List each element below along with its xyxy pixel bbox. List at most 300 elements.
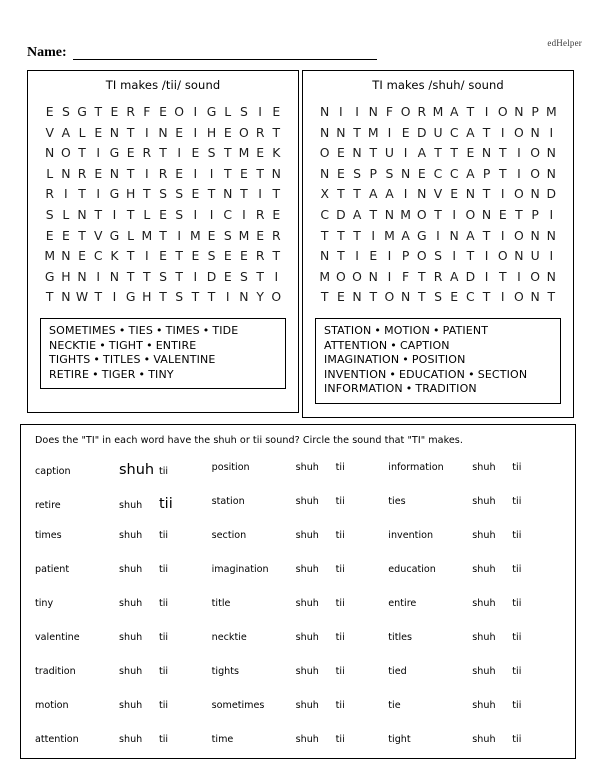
option-tii[interactable]: tii (335, 666, 345, 677)
grid-letter[interactable]: E (336, 165, 345, 181)
grid-letter[interactable]: T (498, 268, 507, 284)
option-tii[interactable]: tii (335, 496, 345, 507)
grid-letter[interactable]: N (530, 186, 540, 202)
grid-letter[interactable]: S (175, 186, 184, 202)
grid-letter[interactable]: F (385, 104, 393, 119)
grid-letter[interactable]: I (452, 248, 457, 264)
option-tii[interactable]: tii (335, 598, 345, 609)
option-tii[interactable]: tii (159, 530, 169, 541)
grid-letter[interactable]: O (497, 248, 508, 264)
option-tii[interactable]: tii (159, 632, 169, 643)
grid-letter[interactable]: R (255, 124, 265, 140)
grid-letter[interactable]: T (126, 206, 135, 222)
grid-letter[interactable]: E (94, 165, 103, 181)
grid-letter[interactable]: C (93, 248, 103, 264)
grid-letter[interactable]: T (482, 124, 491, 140)
grid-letter[interactable]: T (223, 145, 232, 161)
word-list-item[interactable]: IMAGINATION (324, 353, 400, 367)
grid-letter[interactable]: I (193, 206, 198, 222)
grid-letter[interactable]: O (400, 104, 411, 119)
grid-letter[interactable]: N (109, 165, 120, 181)
grid-letter[interactable]: L (224, 104, 232, 119)
grid-letter[interactable]: O (174, 104, 185, 119)
grid-letter[interactable]: G (109, 145, 120, 161)
grid-letter[interactable]: P (482, 165, 491, 181)
option-shuh[interactable]: shuh (295, 598, 319, 609)
grid-letter[interactable]: S (434, 248, 442, 264)
grid-letter[interactable]: A (466, 165, 475, 181)
grid-letter[interactable]: G (125, 289, 136, 305)
grid-letter[interactable]: T (207, 289, 216, 305)
grid-letter[interactable]: M (432, 104, 444, 119)
grid-letter[interactable]: C (449, 165, 459, 181)
grid-letter[interactable]: I (112, 206, 117, 222)
word-list-item[interactable]: TIMES (165, 324, 200, 337)
word-list-item[interactable]: PATIENT (442, 324, 489, 337)
grid-letter[interactable]: X (320, 186, 329, 202)
grid-letter[interactable]: N (320, 165, 330, 181)
grid-letter[interactable]: R (255, 206, 265, 222)
grid-letter[interactable]: N (514, 104, 524, 119)
word-list-item[interactable]: INVENTION (324, 367, 387, 381)
grid-letter[interactable]: O (60, 145, 71, 161)
grid-letter[interactable]: N (158, 124, 168, 140)
grid-letter[interactable]: N (530, 124, 540, 140)
grid-letter[interactable]: A (385, 186, 394, 202)
grid-letter[interactable]: O (384, 289, 395, 305)
grid-letter[interactable]: A (401, 227, 410, 243)
word-list-item[interactable]: INFORMATION (324, 382, 403, 396)
grid-letter[interactable]: E (126, 145, 135, 161)
grid-letter[interactable]: H (142, 289, 152, 305)
word-list-item[interactable]: POSITION (411, 353, 466, 367)
grid-letter[interactable]: T (320, 289, 329, 305)
grid-letter[interactable]: I (209, 165, 214, 181)
grid-letter[interactable]: I (517, 268, 521, 284)
option-tii[interactable]: tii (159, 564, 169, 575)
grid-letter[interactable]: A (369, 186, 378, 202)
option-shuh[interactable]: shuh (119, 564, 143, 575)
option-shuh[interactable]: shuh (472, 530, 496, 541)
grid-letter[interactable]: I (339, 104, 343, 119)
grid-letter[interactable]: R (433, 268, 443, 284)
grid-letter[interactable]: G (417, 227, 427, 243)
grid-letter[interactable]: R (158, 165, 168, 181)
grid-letter[interactable]: O (335, 268, 346, 284)
grid-letter[interactable]: I (549, 124, 554, 140)
grid-letter[interactable]: G (206, 104, 217, 119)
option-shuh[interactable]: shuh (472, 700, 496, 711)
grid-letter[interactable]: I (112, 289, 117, 305)
grid-letter[interactable]: E (450, 289, 459, 305)
grid-letter[interactable]: I (517, 165, 521, 181)
grid-letter[interactable]: N (320, 104, 330, 119)
grid-letter[interactable]: T (418, 268, 426, 284)
grid-letter[interactable]: M (545, 104, 557, 119)
grid-letter[interactable]: R (126, 104, 135, 119)
grid-letter[interactable]: I (193, 165, 198, 181)
grid-letter[interactable]: O (416, 206, 427, 222)
grid-letter[interactable]: I (484, 248, 489, 264)
grid-letter[interactable]: V (433, 186, 443, 202)
word-list-item[interactable]: RETIRE (49, 367, 90, 381)
grid-letter[interactable]: N (368, 104, 378, 119)
grid-letter[interactable]: I (371, 227, 376, 243)
grid-letter[interactable]: G (109, 186, 120, 202)
option-tii[interactable]: tii (512, 462, 522, 473)
grid-letter[interactable]: T (482, 227, 491, 243)
grid-letter[interactable]: N (449, 227, 459, 243)
word-list-item[interactable]: TIGHT (108, 338, 144, 352)
grid-letter[interactable]: F (402, 268, 410, 284)
grid-letter[interactable]: A (466, 227, 475, 243)
grid-letter[interactable]: N (109, 268, 120, 284)
grid-letter[interactable]: E (272, 104, 281, 119)
grid-letter[interactable]: E (256, 145, 265, 161)
grid-letter[interactable]: E (498, 206, 507, 222)
grid-letter[interactable]: N (271, 165, 281, 181)
grid-letter[interactable]: E (369, 248, 378, 264)
grid-letter[interactable]: I (436, 227, 440, 243)
grid-letter[interactable]: A (61, 124, 71, 140)
grid-letter[interactable]: N (320, 124, 330, 140)
grid-letter[interactable]: T (78, 186, 86, 202)
option-tii[interactable]: tii (335, 632, 345, 643)
option-tii[interactable]: tii (512, 598, 522, 609)
grid-letter[interactable]: T (353, 124, 361, 140)
grid-letter[interactable]: I (387, 248, 392, 264)
grid-letter[interactable]: T (240, 186, 248, 202)
grid-letter[interactable]: O (530, 165, 540, 181)
grid-letter[interactable]: P (369, 165, 377, 181)
grid-letter[interactable]: O (497, 104, 508, 119)
grid-letter[interactable]: M (190, 227, 201, 243)
grid-letter[interactable]: N (384, 206, 395, 222)
grid-letter[interactable]: E (191, 186, 200, 202)
grid-letter[interactable]: S (385, 165, 394, 181)
grid-letter[interactable]: O (352, 268, 362, 284)
word-list-item[interactable]: NECKTIE (49, 338, 97, 352)
grid-letter[interactable]: E (191, 145, 200, 161)
grid-letter[interactable]: E (110, 104, 119, 119)
grid-letter[interactable]: N (223, 186, 233, 202)
grid-letter[interactable]: O (514, 227, 524, 243)
grid-letter[interactable]: M (141, 227, 153, 243)
grid-letter[interactable]: G (109, 227, 120, 243)
grid-letter[interactable]: N (530, 227, 540, 243)
grid-letter[interactable]: N (400, 165, 411, 181)
grid-letter[interactable]: S (223, 227, 232, 243)
option-shuh[interactable]: shuh (119, 666, 143, 677)
grid-letter[interactable]: A (352, 206, 362, 222)
grid-letter[interactable]: M (400, 206, 411, 222)
grid-letter[interactable]: E (417, 165, 426, 181)
grid-letter[interactable]: E (94, 124, 103, 140)
grid-letter[interactable]: D (417, 124, 427, 140)
option-shuh[interactable]: shuh (295, 530, 319, 541)
grid-letter[interactable]: T (45, 289, 54, 305)
option-shuh[interactable]: shuh (295, 496, 319, 507)
grid-letter[interactable]: T (78, 227, 86, 243)
grid-letter[interactable]: R (272, 227, 281, 243)
grid-letter[interactable]: T (369, 289, 378, 305)
grid-letter[interactable]: E (61, 227, 70, 243)
option-shuh[interactable]: shuh (119, 734, 143, 745)
grid-letter[interactable]: O (530, 268, 540, 284)
grid-letter[interactable]: E (240, 165, 248, 181)
grid-letter[interactable]: E (223, 248, 232, 264)
option-shuh[interactable]: shuh (472, 666, 496, 677)
grid-letter[interactable]: T (353, 186, 361, 202)
grid-letter[interactable]: T (143, 268, 151, 284)
grid-letter[interactable]: T (126, 268, 135, 284)
grid-letter[interactable]: A (449, 268, 459, 284)
grid-letter[interactable]: D (465, 268, 476, 284)
grid-letter[interactable]: S (207, 145, 216, 161)
grid-letter[interactable]: T (337, 248, 345, 264)
grid-letter[interactable]: E (159, 206, 167, 222)
grid-letter[interactable]: E (175, 165, 184, 181)
word-list-item[interactable]: TIES (128, 324, 153, 337)
option-shuh[interactable]: shuh (295, 564, 319, 575)
word-list-item[interactable]: TITLES (103, 353, 141, 367)
grid-letter[interactable]: O (465, 206, 476, 222)
grid-letter[interactable]: T (159, 227, 167, 243)
grid-letter[interactable]: I (500, 227, 505, 243)
grid-letter[interactable]: I (549, 248, 554, 264)
grid-letter[interactable]: E (272, 206, 281, 222)
grid-letter[interactable]: S (61, 104, 70, 119)
option-tii[interactable]: tii (159, 666, 169, 677)
grid-letter[interactable]: T (78, 145, 86, 161)
option-tii[interactable]: tii (159, 734, 169, 745)
grid-letter[interactable]: M (367, 124, 379, 140)
grid-letter[interactable]: T (369, 145, 378, 161)
option-tii[interactable]: tii (512, 700, 522, 711)
grid-letter[interactable]: G (44, 268, 55, 284)
grid-letter[interactable]: N (61, 248, 71, 264)
option-shuh[interactable]: shuh (295, 700, 319, 711)
grid-letter[interactable]: T (94, 104, 103, 119)
grid-letter[interactable]: A (449, 104, 459, 119)
grid-letter[interactable]: E (45, 104, 54, 119)
grid-letter[interactable]: I (452, 206, 457, 222)
option-tii[interactable]: tii (512, 496, 522, 507)
grid-letter[interactable]: I (258, 186, 262, 202)
grid-letter[interactable]: C (466, 289, 475, 305)
option-tii[interactable]: tii (335, 564, 345, 575)
grid-letter[interactable]: N (239, 289, 249, 305)
grid-letter[interactable]: I (177, 227, 182, 243)
grid-letter[interactable]: C (449, 124, 459, 140)
grid-letter[interactable]: N (546, 268, 556, 284)
option-shuh[interactable]: shuh (295, 632, 319, 643)
grid-letter[interactable]: O (514, 186, 524, 202)
grid-letter[interactable]: M (44, 248, 56, 264)
word-list-item[interactable]: CAPTION (399, 338, 450, 352)
grid-letter[interactable]: M (238, 145, 250, 161)
grid-letter[interactable]: E (175, 124, 184, 140)
grid-letter[interactable]: E (223, 124, 232, 140)
grid-letter[interactable]: N (481, 206, 492, 222)
grid-letter[interactable]: T (450, 145, 458, 161)
grid-letter[interactable]: I (403, 145, 408, 161)
option-shuh[interactable]: shuh (295, 734, 319, 745)
grid-letter[interactable]: P (531, 206, 539, 222)
grid-letter[interactable]: I (387, 268, 392, 284)
grid-letter[interactable]: I (209, 206, 214, 222)
grid-letter[interactable]: S (207, 248, 216, 264)
grid-letter[interactable]: D (206, 268, 217, 284)
grid-letter[interactable]: N (77, 268, 87, 284)
grid-letter[interactable]: M (238, 227, 250, 243)
grid-letter[interactable]: E (207, 227, 216, 243)
grid-letter[interactable]: T (515, 206, 523, 222)
grid-letter[interactable]: T (175, 248, 183, 264)
word-list-item[interactable]: TINY (148, 367, 174, 381)
option-shuh[interactable]: shuh (472, 496, 496, 507)
grid-letter[interactable]: T (126, 124, 135, 140)
option-tii[interactable]: tii (159, 466, 169, 477)
word-list-item[interactable]: TIDE (212, 324, 239, 337)
grid-letter[interactable]: T (482, 289, 491, 305)
grid-letter[interactable]: N (336, 124, 346, 140)
grid-letter[interactable]: N (465, 186, 476, 202)
grid-letter[interactable]: C (223, 206, 233, 222)
grid-letter[interactable]: N (352, 289, 362, 305)
grid-letter[interactable]: T (175, 268, 183, 284)
grid-letter[interactable]: C (320, 206, 330, 222)
grid-letter[interactable]: T (159, 289, 167, 305)
grid-letter[interactable]: I (517, 145, 521, 161)
option-shuh[interactable]: shuh (119, 632, 143, 643)
grid-letter[interactable]: I (484, 268, 489, 284)
grid-letter[interactable]: O (514, 124, 524, 140)
grid-letter[interactable]: E (401, 124, 410, 140)
option-shuh[interactable]: shuh (472, 462, 496, 473)
grid-letter[interactable]: I (500, 186, 505, 202)
grid-letter[interactable]: D (336, 206, 346, 222)
grid-letter[interactable]: R (77, 165, 87, 181)
grid-letter[interactable]: I (500, 124, 505, 140)
option-tii[interactable]: tii (335, 530, 345, 541)
grid-letter[interactable]: I (355, 248, 359, 264)
grid-letter[interactable]: S (240, 268, 248, 284)
grid-letter[interactable]: L (46, 165, 54, 181)
grid-letter[interactable]: H (125, 186, 136, 202)
grid-letter[interactable]: E (450, 186, 459, 202)
grid-letter[interactable]: N (546, 227, 556, 243)
grid-letter[interactable]: T (434, 206, 442, 222)
word-list-item[interactable]: ENTIRE (155, 338, 197, 352)
grid-letter[interactable]: H (61, 268, 71, 284)
option-shuh[interactable]: shuh (119, 500, 143, 511)
grid-letter[interactable]: T (272, 124, 281, 140)
grid-letter[interactable]: T (369, 206, 378, 222)
option-shuh[interactable]: shuh (119, 700, 143, 711)
grid-letter[interactable]: N (400, 289, 411, 305)
grid-letter[interactable]: H (206, 124, 217, 140)
grid-letter[interactable]: T (207, 186, 216, 202)
word-list-item[interactable]: TRADITION (415, 382, 477, 396)
grid-letter[interactable]: F (143, 104, 151, 119)
grid-letter[interactable]: T (272, 186, 281, 202)
grid-letter[interactable]: T (466, 248, 475, 264)
grid-letter[interactable]: O (514, 289, 524, 305)
grid-letter[interactable]: T (94, 206, 103, 222)
grid-letter[interactable]: T (94, 289, 103, 305)
grid-letter[interactable]: D (546, 186, 557, 202)
grid-letter[interactable]: I (355, 104, 359, 119)
grid-letter[interactable]: T (466, 104, 475, 119)
grid-letter[interactable]: T (256, 165, 264, 181)
grid-letter[interactable]: S (45, 206, 54, 222)
grid-letter[interactable]: S (434, 289, 442, 305)
grid-letter[interactable]: I (274, 268, 279, 284)
grid-letter[interactable]: N (61, 165, 71, 181)
grid-letter[interactable]: S (175, 289, 184, 305)
grid-letter[interactable]: S (175, 206, 184, 222)
grid-letter[interactable]: E (256, 227, 265, 243)
option-shuh[interactable]: shuh (295, 666, 319, 677)
grid-letter[interactable]: T (337, 227, 345, 243)
grid-letter[interactable]: T (159, 145, 167, 161)
grid-letter[interactable]: E (223, 268, 232, 284)
grid-letter[interactable]: E (336, 289, 345, 305)
grid-letter[interactable]: E (159, 248, 167, 264)
grid-letter[interactable]: I (96, 268, 101, 284)
grid-letter[interactable]: I (193, 124, 198, 140)
grid-letter[interactable]: T (418, 289, 426, 305)
option-shuh[interactable]: shuh (472, 734, 496, 745)
grid-letter[interactable]: T (353, 227, 361, 243)
word-list-item[interactable]: VALENTINE (153, 353, 216, 367)
grid-letter[interactable]: K (110, 248, 119, 264)
grid-letter[interactable]: W (75, 289, 89, 305)
option-tii[interactable]: tii (512, 564, 522, 575)
grid-letter[interactable]: T (272, 248, 281, 264)
option-tii[interactable]: tii (512, 734, 522, 745)
word-list-item[interactable]: EDUCATION (399, 367, 466, 381)
grid-letter[interactable]: N (77, 206, 87, 222)
grid-letter[interactable]: V (94, 227, 103, 243)
grid-letter[interactable]: E (45, 227, 54, 243)
grid-letter[interactable]: R (142, 145, 152, 161)
grid-letter[interactable]: T (320, 227, 329, 243)
grid-letter[interactable]: I (193, 104, 198, 119)
grid-letter[interactable]: I (144, 248, 149, 264)
grid-letter[interactable]: U (384, 145, 394, 161)
grid-letter[interactable]: T (482, 186, 491, 202)
grid-letter[interactable]: S (159, 268, 167, 284)
grid-letter[interactable]: Y (256, 289, 264, 305)
grid-letter[interactable]: T (498, 145, 507, 161)
grid-letter[interactable]: O (319, 145, 330, 161)
option-shuh[interactable]: shuh (472, 632, 496, 643)
grid-letter[interactable]: I (549, 206, 554, 222)
word-list-item[interactable]: TIGHTS (49, 353, 91, 367)
grid-letter[interactable]: T (126, 165, 135, 181)
grid-letter[interactable]: I (96, 145, 101, 161)
grid-letter[interactable]: G (77, 104, 87, 119)
option-tii[interactable]: tii (512, 632, 522, 643)
word-list-item[interactable]: TIGER (101, 367, 136, 381)
option-tii[interactable]: tii (512, 666, 522, 677)
grid-letter[interactable]: N (352, 145, 362, 161)
grid-letter[interactable]: K (272, 145, 281, 161)
grid-letter[interactable]: I (387, 124, 392, 140)
option-tii[interactable]: tii (159, 700, 169, 711)
